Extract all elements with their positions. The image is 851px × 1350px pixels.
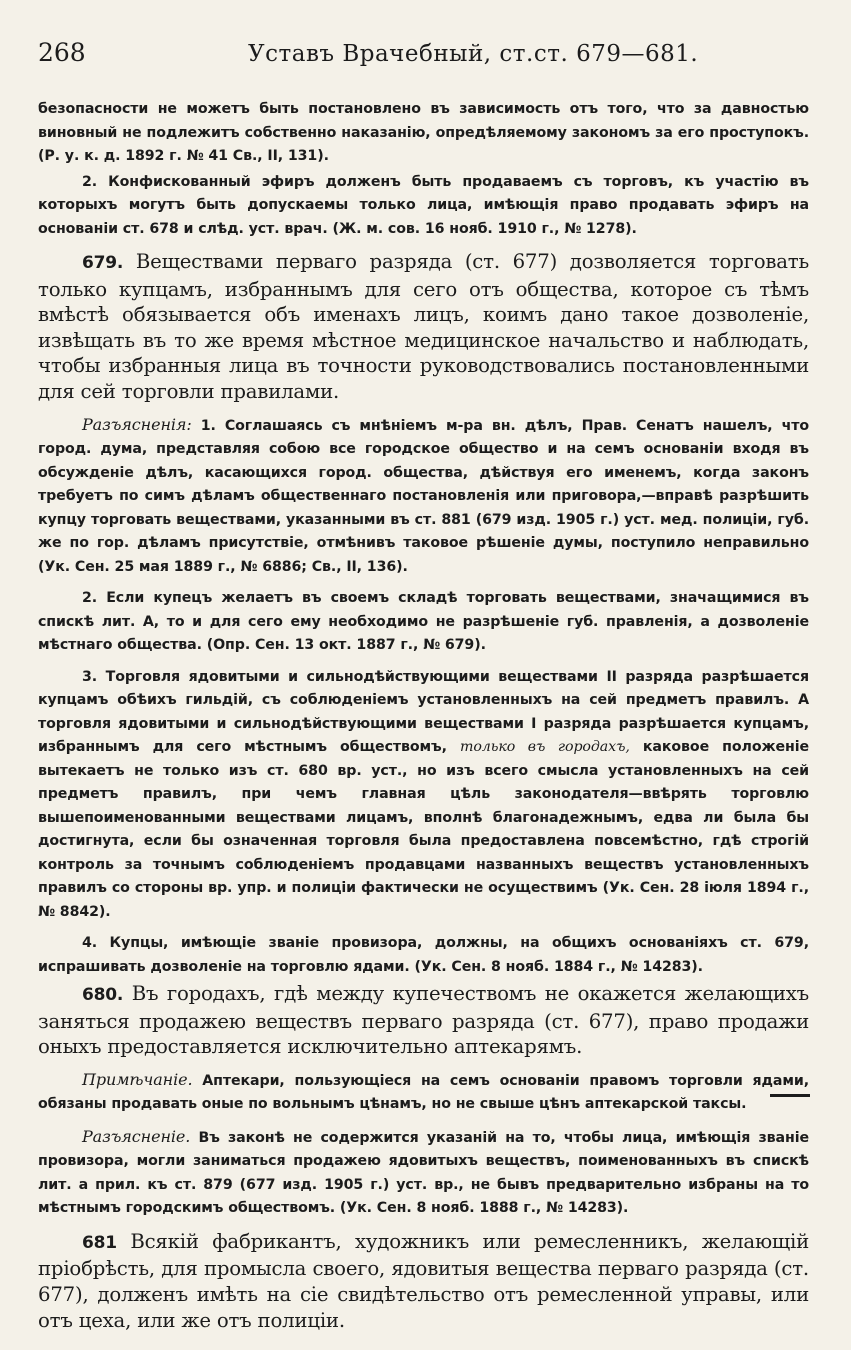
article-number: 679. [82, 253, 124, 273]
clarification-679-3 [38, 666, 809, 925]
article-number: 681 [82, 1232, 117, 1253]
article-679 [38, 249, 809, 405]
running-head: Уставъ Врачебный, ст.ст. 679—681. [248, 41, 699, 67]
clarifications-679-1 [38, 413, 809, 580]
note-label: Разъясненія: [82, 414, 192, 434]
note-text: Аптекари, пользующіеся на семъ основаніи правомъ торговли ядами, обязаны продавать оные по вольнымъ цѣнамъ, но не свыше цѣнъ аптекарской таксы. [38, 1072, 810, 1113]
page-header [38, 38, 809, 78]
note-label: Разъясненіе. [82, 1126, 191, 1146]
article-text: Веществами перваго разряда (ст. 677) дозволяется торговать только купцамъ, избраннымъ для сего отъ общества, которое съ тѣмъ вмѣстѣ обязывается объ именахъ лицъ, коимъ дано такое дозволеніе, извѣщать въ то же время мѣстное медицинское начальство и наблюдать, чтобы избранныя лица въ точности руководствовались постановленными для сей торговли правилами. [38, 250, 810, 403]
paragraph-continuation: безопасности не можетъ быть постановлено въ зависимость отъ того, что за давностью виновный не подлежитъ собственно наказанію, опредѣляемому закономъ за его проступокъ. (Р. у. к. д. 1892 г. № 41 Св., II, 131). [38, 101, 809, 164]
article-681 [38, 1229, 809, 1333]
print-dash-mark [770, 1094, 810, 1097]
clarification-2-ether: 2. Конфискованный эфиръ долженъ быть продаваемъ съ торговъ, къ участію въ которыхъ могутъ быть допускаемы только лица, имѣющія право продавать эфиръ на основаніи ст. 678 и слѣд. уст. врач. (Ж. м. сов. 16 нояб. 1910 г., № 1278). [38, 173, 809, 237]
note-text-italic: только въ городахъ, [459, 739, 630, 756]
article-680 [38, 981, 809, 1060]
note-text-after: каковое положеніе вытекаетъ не только изъ ст. 680 вр. уст., но изъ всего смысла установленныхъ на сей предметъ правилъ, при чемъ главная цѣль законодателя—ввѣрять торговлю вышепоименованными веществами лицамъ, вполнѣ благонадежнымъ, едва ли была бы достигнута, если бы означенная торговля была предоставлена повсемѣстно, гдѣ строгій контроль за точнымъ соблюденіемъ продавцами названныхъ веществъ установленныхъ правилъ со стороны вр. упр. и полиціи фактически не осуществимъ (Ук. Сен. 28 іюля 1894 г., № 8842). [38, 739, 809, 920]
clarification-679-4: 4. Купцы, имѣющіе званіе провизора, должны, на общихъ основаніяхъ ст. 679, испрашивать дозволеніе на торговлю ядами. (Ук. Сен. 8 нояб. 1884 г., № 14283). [38, 935, 809, 975]
article-text: Всякій фабрикантъ, художникъ или ремесленникъ, желающій пріобрѣсть, для промысла своего, ядовитыя вещества перваго разряда (ст. 677), долженъ имѣть на сіе свидѣтельство отъ ремесленной управы, или отъ цеха, или же отъ полиціи. [38, 1229, 810, 1332]
page-number: 268 [38, 38, 86, 67]
article-text: Въ городахъ, гдѣ между купечествомъ не окажется желающихъ заняться продажею веществъ перваго разряда (ст. 677), право продажи оныхъ предоставляется исключительно аптекарямъ. [38, 982, 810, 1059]
note-text: Въ законѣ не содержится указаній на то, чтобы лица, имѣющія званіе провизора, могли заниматься продажею ядовитыхъ веществъ, поименованныхъ въ спискѣ лит. а прил. къ ст. 879 (677 изд. 1905 г.) уст. вр., не бывъ предварительно избраны на то мѣстнымъ городскимъ обществомъ. (Ук. Сен. 8 нояб. 1888 г., № 14283). [38, 1129, 809, 1217]
note-text-before: 3. Торговля ядовитыми и сильнодѣйствующими веществами II разряда разрѣшается купцамъ обѣихъ гильдій, съ соблюденіемъ установленныхъ на сей предметъ правилъ. А торговля ядовитыми и сильнодѣйствующими веществами I разряда разрѣшается купцамъ, избраннымъ для сего мѣстнымъ обществомъ, [38, 668, 809, 756]
article-number: 680. [82, 985, 124, 1006]
note-text: 1. Соглашаясь съ мнѣніемъ м-ра вн. дѣлъ, Прав. Сенатъ нашелъ, что город. дума, представляя собою все городское общество и на семъ основаніи входя въ обсужденіе дѣлъ, касающихся город. общества, дѣйствуя его именемъ, когда законъ требуетъ по симъ дѣламъ общественнаго постановленія или приговора,—вправѣ разрѣшить купцу торговать веществами, указанными въ ст. 881 (679 изд. 1905 г.) уст. мед. полиціи, губ. же по гор. дѣламъ присутствіе, отмѣнивъ таковое рѣшеніе думы, поступило неправильно (Ук. Сен. 25 мая 1889 г., № 6886; Св., II, 136). [38, 417, 809, 575]
note-680 [38, 1068, 809, 1117]
note-label: Примѣчаніе. [82, 1069, 193, 1089]
clarification-680 [38, 1125, 809, 1221]
clarification-679-2: 2. Если купецъ желаетъ въ своемъ складѣ торговать веществами, значащимися въ спискѣ лит. А, то и для сего ему необходимо не разрѣшеніе губ. правленія, а дозволеніе мѣстнаго общества. (Опр. Сен. 13 окт. 1887 г., № 679). [38, 590, 809, 654]
